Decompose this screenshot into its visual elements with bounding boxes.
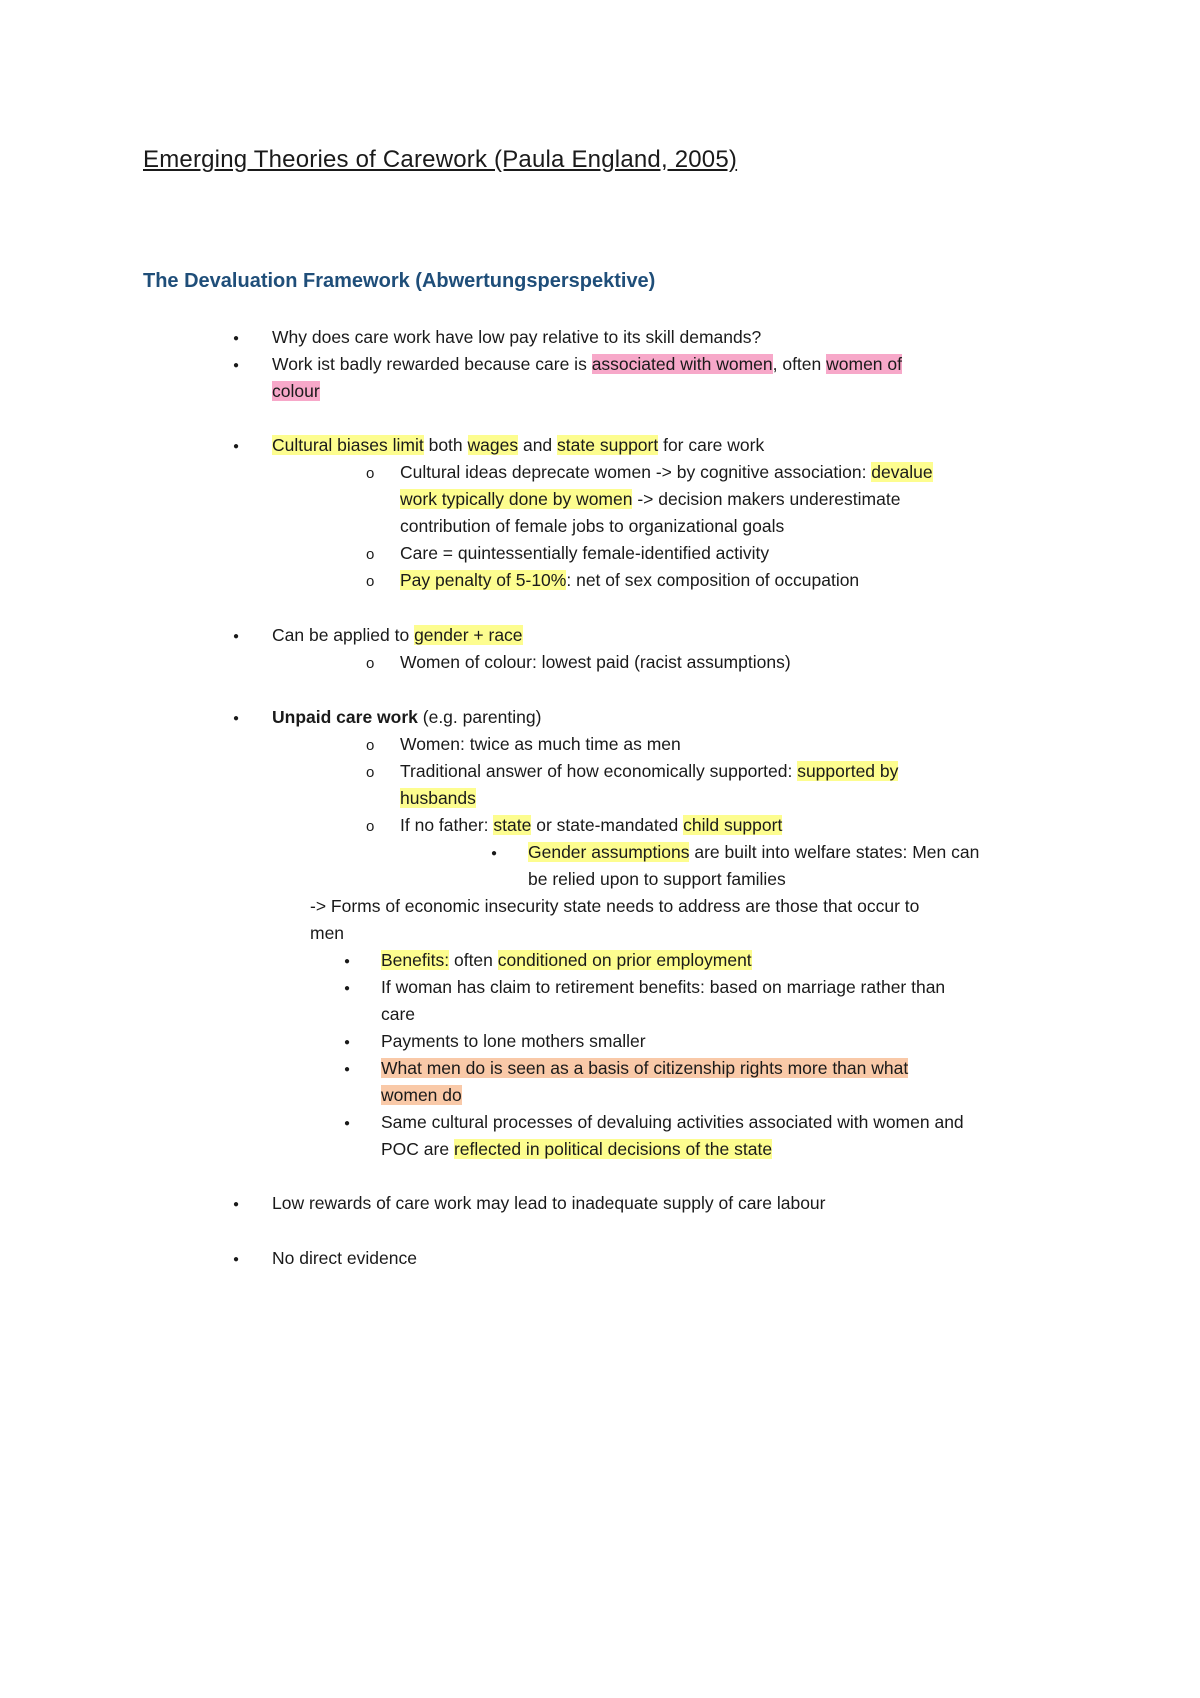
text: or state-mandated: [531, 815, 684, 835]
pink-highlight: associated with women: [591, 354, 773, 374]
yellow-highlight: Benefits:: [381, 950, 450, 970]
text: Work ist badly rewarded because care is: [272, 354, 592, 374]
bullet-icon: [344, 947, 350, 977]
yellow-highlight: supported by: [797, 761, 899, 781]
nested-bullet-item: If woman has claim to retirement benefits: based on marriage rather than: [381, 977, 946, 997]
bullet-item: Why does care work have low pay relative to its skill demands?: [272, 327, 762, 347]
nested-bullet-item: [381, 1055, 908, 1082]
nested-bullet-continuation: [381, 1136, 772, 1163]
bullet-item: [272, 704, 541, 731]
bullet-icon: [233, 432, 239, 462]
sub-bullet-icon: [366, 567, 374, 595]
yellow-highlight: Pay penalty of 5-10%: [400, 570, 567, 590]
bullet-item: No direct evidence: [272, 1248, 417, 1268]
bold-text: Unpaid care work: [272, 707, 418, 727]
text: If no father:: [400, 815, 494, 835]
yellow-highlight: work typically done by women: [400, 489, 633, 509]
sub-bullet-item: [400, 567, 859, 594]
sub-bullet-continuation: [400, 785, 476, 812]
document-title: Emerging Theories of Carework (Paula England, 2005): [143, 146, 738, 173]
text: often: [449, 950, 498, 970]
section-heading: The Devaluation Framework (Abwertungsperspektive): [143, 270, 656, 292]
bullet-item: [272, 432, 764, 459]
bullet-icon: [344, 1028, 350, 1058]
orange-highlight: women do: [381, 1085, 462, 1105]
sub-bullet-icon: [366, 459, 374, 487]
bullet-icon: [233, 1190, 239, 1220]
nested-bullet-item: [381, 947, 752, 974]
yellow-highlight: wages: [467, 435, 519, 455]
text: and: [518, 435, 558, 455]
yellow-highlight: devalue: [871, 462, 933, 482]
sub-bullet-icon: [366, 758, 374, 786]
text: Traditional answer of how economically supported:: [400, 761, 798, 781]
sub-bullet-icon: [366, 731, 374, 759]
bullet-item: [272, 351, 902, 378]
yellow-highlight: state: [493, 815, 532, 835]
pink-highlight: colour: [272, 381, 320, 401]
nested-bullet-item: Payments to lone mothers smaller: [381, 1031, 646, 1051]
yellow-highlight: conditioned on prior employment: [497, 950, 752, 970]
bullet-icon: [344, 1055, 350, 1085]
bullet-item: Low rewards of care work may lead to inadequate supply of care labour: [272, 1193, 826, 1213]
bullet-item: [272, 622, 523, 649]
yellow-highlight: state support: [557, 435, 659, 455]
bullet-icon: [233, 704, 239, 734]
sub-bullet-item: [400, 812, 782, 839]
text: -> decision makers underestimate: [632, 489, 901, 509]
sub-bullet-item: Women of colour: lowest paid (racist assumptions): [400, 652, 791, 672]
sub-bullet-item: [400, 459, 933, 486]
text: POC are: [381, 1139, 454, 1159]
yellow-highlight: Cultural biases limit: [272, 435, 424, 455]
bullet-icon: [344, 974, 350, 1004]
sub-sub-bullet-item: [528, 839, 979, 866]
bullet-icon: [233, 622, 239, 652]
sub-bullet-icon: [366, 812, 374, 840]
sub-bullet-item: Care = quintessentially female-identified activity: [400, 543, 770, 563]
bullet-icon: [233, 1245, 239, 1275]
text: Can be applied to: [272, 625, 415, 645]
sub-bullet-item: Women: twice as much time as men: [400, 734, 681, 754]
sub-bullet-continuation: [400, 486, 900, 513]
text: : net of sex composition of occupation: [566, 570, 860, 590]
yellow-highlight: child support: [683, 815, 783, 835]
text: both: [423, 435, 468, 455]
arrow-note: -> Forms of economic insecurity state needs to address are those that occur to: [310, 896, 920, 916]
yellow-highlight: husbands: [400, 788, 476, 808]
text: , often: [772, 354, 827, 374]
arrow-note-continuation: men: [310, 923, 345, 943]
sub-bullet-item: [400, 758, 898, 785]
yellow-highlight: Gender assumptions: [528, 842, 690, 862]
text: (e.g. parenting): [417, 707, 542, 727]
text: are built into welfare states: Men can: [689, 842, 980, 862]
text: for care work: [658, 435, 765, 455]
sub-sub-bullet-continuation: be relied upon to support families: [528, 869, 786, 889]
pink-highlight: women of: [826, 354, 902, 374]
sub-bullet-icon: [366, 540, 374, 568]
nested-bullet-continuation: care: [381, 1004, 416, 1024]
yellow-highlight: reflected in political decisions of the state: [453, 1139, 773, 1159]
orange-highlight: What men do is seen as a basis of citizenship rights more than what: [381, 1058, 909, 1078]
sub-bullet-icon: [366, 649, 374, 677]
bullet-icon: [344, 1109, 350, 1139]
nested-bullet-continuation: [381, 1082, 462, 1109]
bullet-icon: [233, 351, 239, 381]
bullet-icon: [233, 324, 239, 354]
sub-bullet-continuation: contribution of female jobs to organizational goals: [400, 516, 785, 536]
nested-bullet-item: Same cultural processes of devaluing activities associated with women and: [381, 1112, 964, 1132]
bullet-item-continuation: [272, 378, 320, 405]
bullet-icon: [491, 839, 497, 869]
text: Cultural ideas deprecate women -> by cognitive association:: [400, 462, 872, 482]
yellow-highlight: gender + race: [414, 625, 523, 645]
